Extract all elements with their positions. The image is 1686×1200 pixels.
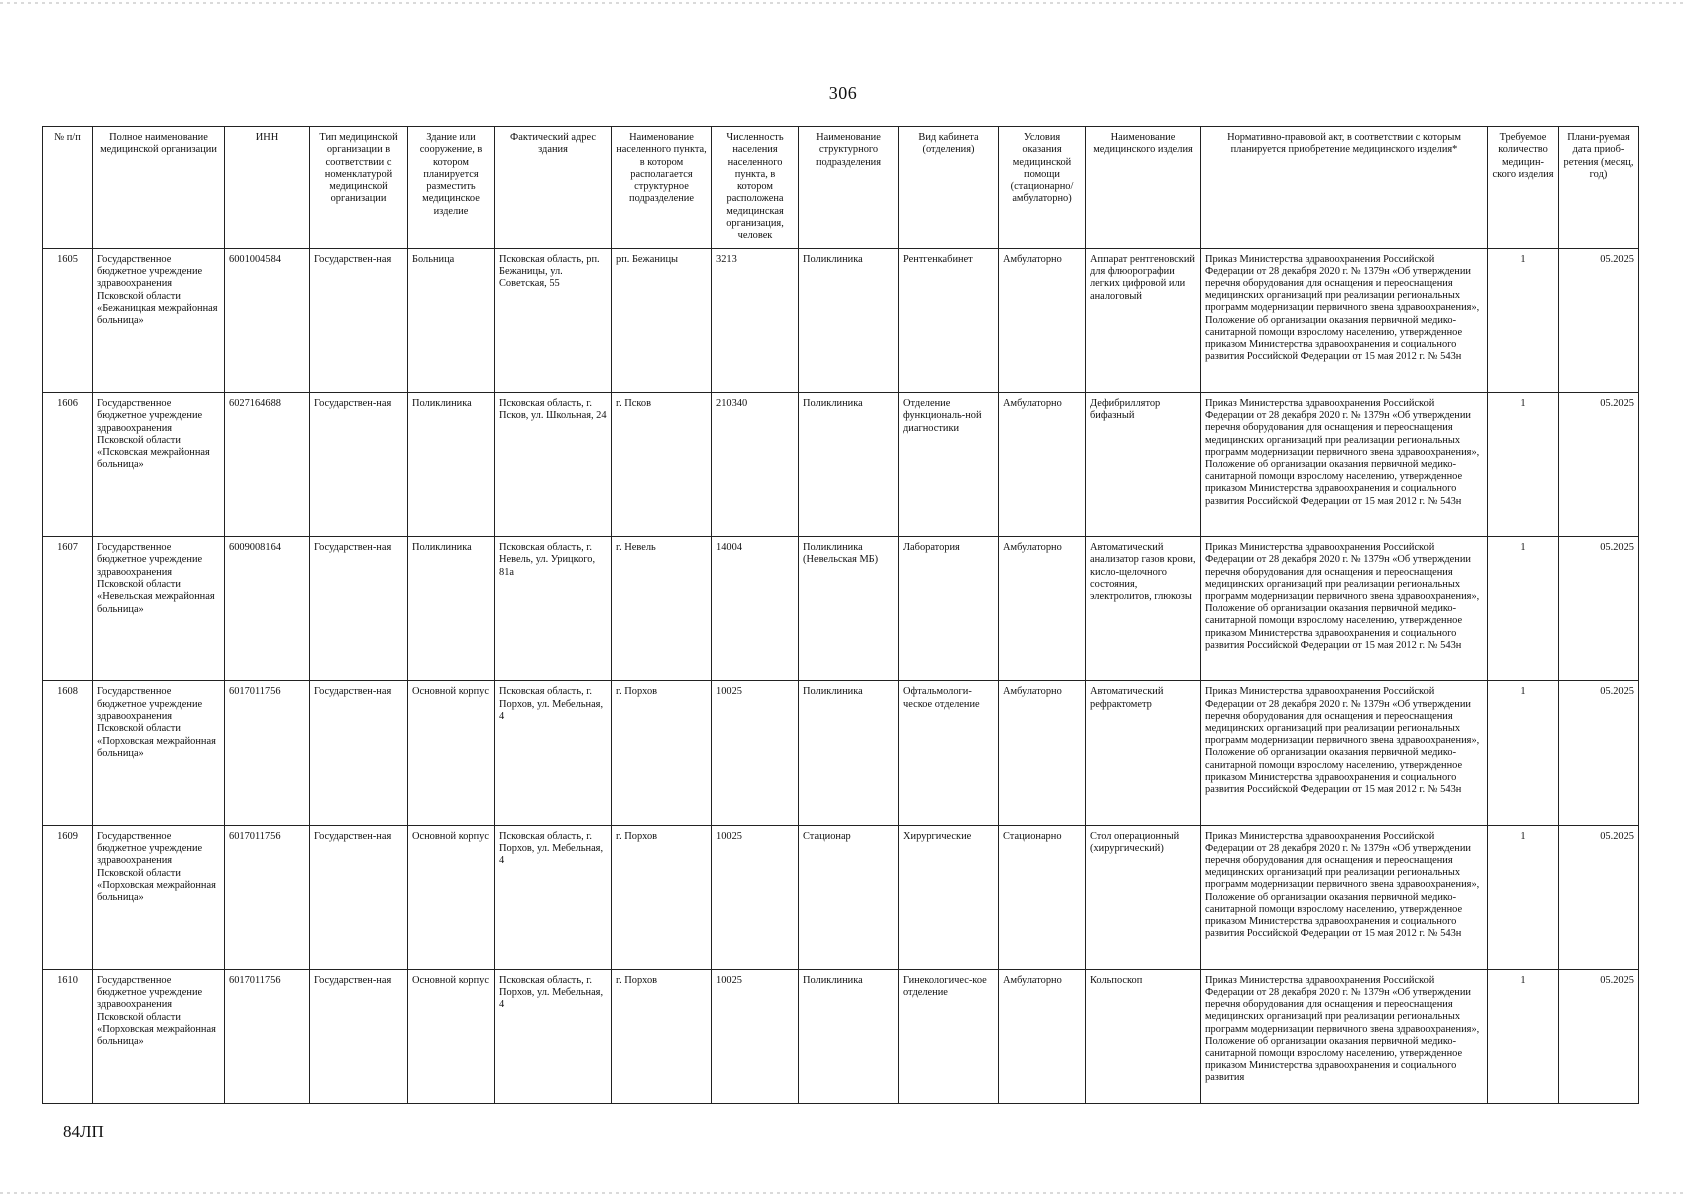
table-header-row xyxy=(43,127,1639,249)
cell-device: Стол операционный (хирургический) xyxy=(1086,825,1201,969)
cell-settlement: г. Порхов xyxy=(612,681,712,825)
cell-org-name: Государственное бюджетное учреждение здравоохранения Псковской области «Порховская межрайонная больница» xyxy=(93,969,225,1103)
scan-edge-bottom xyxy=(0,1192,1686,1194)
table-row xyxy=(43,537,1639,681)
cell-address: Псковская область, г. Невель, ул. Урицкого, 81а xyxy=(495,537,612,681)
cell-number: 1608 xyxy=(43,681,93,825)
cell-subdivision: Поликлиника xyxy=(799,681,899,825)
header-col-building: Здание или сооружение, в котором планируется разместить медицинское изделие xyxy=(408,127,495,249)
header-col-number: № п/п xyxy=(43,127,93,249)
cell-cabinet: Отделение функциональ-ной диагностики xyxy=(899,392,999,536)
cell-legal-act: Приказ Министерства здравоохранения Российской Федерации от 28 декабря 2020 г. № 1379н «Об утверждении перечня оборудования для оснащения и переоснащения медицинских организаций при реализации региональных программ модернизации первичного звена здравоохранения», Положение об организации оказания первичной медико-санитарной помощи взрослому населению, утвержденное приказом Министерства здравоохранения и социального развития Российской Федерации от 15 мая 2012 г. № 543н xyxy=(1201,392,1488,536)
cell-subdivision: Поликлиника xyxy=(799,969,899,1103)
cell-org-name: Государственное бюджетное учреждение здравоохранения Псковской области «Бежаницкая межрайонная больница» xyxy=(93,248,225,392)
cell-conditions: Амбулаторно xyxy=(999,537,1086,681)
cell-org-name: Государственное бюджетное учреждение здравоохранения Псковской области «Порховская межрайонная больница» xyxy=(93,825,225,969)
cell-purchase-date: 05.2025 xyxy=(1559,537,1639,681)
cell-population: 3213 xyxy=(712,248,799,392)
cell-building: Основной корпус xyxy=(408,969,495,1103)
cell-population: 10025 xyxy=(712,681,799,825)
cell-inn: 6017011756 xyxy=(225,969,310,1103)
cell-quantity: 1 xyxy=(1488,825,1559,969)
cell-legal-act: Приказ Министерства здравоохранения Российской Федерации от 28 декабря 2020 г. № 1379н «Об утверждении перечня оборудования для оснащения и переоснащения медицинских организаций при реализации региональных программ модернизации первичного звена здравоохранения», Положение об организации оказания первичной медико-санитарной помощи взрослому населению, утвержденное приказом Министерства здравоохранения и социального развития Российской Федерации от 15 мая 2012 г. № 543н xyxy=(1201,681,1488,825)
cell-purchase-date: 05.2025 xyxy=(1559,969,1639,1103)
cell-number: 1609 xyxy=(43,825,93,969)
cell-settlement: г. Невель xyxy=(612,537,712,681)
cell-inn: 6017011756 xyxy=(225,681,310,825)
table-row xyxy=(43,969,1639,1103)
cell-purchase-date: 05.2025 xyxy=(1559,825,1639,969)
table-row xyxy=(43,392,1639,536)
cell-org-type: Государствен-ная xyxy=(310,969,408,1103)
cell-population: 10025 xyxy=(712,825,799,969)
cell-settlement: г. Порхов xyxy=(612,969,712,1103)
cell-settlement: рп. Бежаницы xyxy=(612,248,712,392)
cell-inn: 6001004584 xyxy=(225,248,310,392)
cell-settlement: г. Порхов xyxy=(612,825,712,969)
cell-building: Больница xyxy=(408,248,495,392)
cell-org-type: Государствен-ная xyxy=(310,392,408,536)
cell-device: Кольпоскоп xyxy=(1086,969,1201,1103)
cell-purchase-date: 05.2025 xyxy=(1559,681,1639,825)
cell-subdivision: Поликлиника xyxy=(799,392,899,536)
table-body xyxy=(43,248,1639,1103)
header-col-legal-act: Нормативно-правовой акт, в соответствии с которым планируется приобретение медицинского изделия* xyxy=(1201,127,1488,249)
cell-quantity: 1 xyxy=(1488,248,1559,392)
cell-purchase-date: 05.2025 xyxy=(1559,248,1639,392)
cell-cabinet: Хирургические xyxy=(899,825,999,969)
header-col-purchase-date: Плани-руемая дата приоб-ретения (месяц, год) xyxy=(1559,127,1639,249)
cell-subdivision: Поликлиника xyxy=(799,248,899,392)
cell-inn: 6009008164 xyxy=(225,537,310,681)
cell-population: 10025 xyxy=(712,969,799,1103)
cell-building: Основной корпус xyxy=(408,825,495,969)
cell-conditions: Стационарно xyxy=(999,825,1086,969)
table-row xyxy=(43,681,1639,825)
cell-building: Поликлиника xyxy=(408,537,495,681)
cell-number: 1610 xyxy=(43,969,93,1103)
cell-address: Псковская область, г. Псков, ул. Школьная, 24 xyxy=(495,392,612,536)
cell-org-name: Государственное бюджетное учреждение здравоохранения Псковской области «Порховская межрайонная больница» xyxy=(93,681,225,825)
cell-building: Поликлиника xyxy=(408,392,495,536)
cell-org-name: Государственное бюджетное учреждение здравоохранения Псковской области «Псковская межрайонная больница» xyxy=(93,392,225,536)
cell-device: Аппарат рентгеновский для флюорографии легких цифровой или аналоговый xyxy=(1086,248,1201,392)
cell-address: Псковская область, г. Порхов, ул. Мебельная, 4 xyxy=(495,969,612,1103)
cell-cabinet: Офтальмологи-ческое отделение xyxy=(899,681,999,825)
cell-org-type: Государствен-ная xyxy=(310,681,408,825)
cell-device: Автоматический рефрактометр xyxy=(1086,681,1201,825)
cell-number: 1605 xyxy=(43,248,93,392)
equipment-table xyxy=(42,126,1639,1104)
cell-subdivision: Поликлиника (Невельская МБ) xyxy=(799,537,899,681)
header-col-subdivision: Наименование структурного подразделения xyxy=(799,127,899,249)
cell-quantity: 1 xyxy=(1488,681,1559,825)
cell-purchase-date: 05.2025 xyxy=(1559,392,1639,536)
cell-population: 210340 xyxy=(712,392,799,536)
cell-conditions: Амбулаторно xyxy=(999,248,1086,392)
cell-settlement: г. Псков xyxy=(612,392,712,536)
cell-legal-act: Приказ Министерства здравоохранения Российской Федерации от 28 декабря 2020 г. № 1379н «Об утверждении перечня оборудования для оснащения и переоснащения медицинских организаций при реализации региональных программ модернизации первичного звена здравоохранения», Положение об организации оказания первичной медико-санитарной помощи взрослому населению, утвержденное приказом Министерства здравоохранения и социального развития xyxy=(1201,969,1488,1103)
page-number: 306 xyxy=(828,83,858,103)
cell-org-name: Государственное бюджетное учреждение здравоохранения Псковской области «Невельская межрайонная больница» xyxy=(93,537,225,681)
cell-subdivision: Стационар xyxy=(799,825,899,969)
cell-cabinet: Гинекологичес-кое отделение xyxy=(899,969,999,1103)
header-col-device: Наименование медицинского изделия xyxy=(1086,127,1201,249)
cell-org-type: Государствен-ная xyxy=(310,825,408,969)
header-col-cabinet: Вид кабинета (отделения) xyxy=(899,127,999,249)
cell-conditions: Амбулаторно xyxy=(999,392,1086,536)
cell-conditions: Амбулаторно xyxy=(999,681,1086,825)
header-col-address: Фактический адрес здания xyxy=(495,127,612,249)
header-col-org-type: Тип медицинской организации в соответствии с номенклатурой медицинской организации xyxy=(310,127,408,249)
header-col-population: Численность населения населенного пункта, в котором расположена медицинская организация, человек xyxy=(712,127,799,249)
cell-org-type: Государствен-ная xyxy=(310,248,408,392)
cell-inn: 6027164688 xyxy=(225,392,310,536)
cell-org-type: Государствен-ная xyxy=(310,537,408,681)
header-col-settlement: Наименование населенного пункта, в котором располагается структурное подразделение xyxy=(612,127,712,249)
cell-cabinet: Рентгенкабинет xyxy=(899,248,999,392)
table-row xyxy=(43,825,1639,969)
cell-quantity: 1 xyxy=(1488,392,1559,536)
cell-quantity: 1 xyxy=(1488,969,1559,1103)
cell-legal-act: Приказ Министерства здравоохранения Российской Федерации от 28 декабря 2020 г. № 1379н «Об утверждении перечня оборудования для оснащения и переоснащения медицинских организаций при реализации региональных программ модернизации первичного звена здравоохранения», Положение об организации оказания первичной медико-санитарной помощи взрослому населению, утвержденное приказом Министерства здравоохранения и социального развития Российской Федерации от 15 мая 2012 г. № 543н xyxy=(1201,248,1488,392)
footer-code: 84ЛП xyxy=(63,1122,104,1141)
header-col-conditions: Условия оказания медицинской помощи (стационарно/ амбулаторно) xyxy=(999,127,1086,249)
cell-quantity: 1 xyxy=(1488,537,1559,681)
cell-address: Псковская область, рп. Бежаницы, ул. Советская, 55 xyxy=(495,248,612,392)
cell-cabinet: Лаборатория xyxy=(899,537,999,681)
scan-edge-top xyxy=(0,2,1686,4)
cell-conditions: Амбулаторно xyxy=(999,969,1086,1103)
cell-number: 1606 xyxy=(43,392,93,536)
cell-address: Псковская область, г. Порхов, ул. Мебельная, 4 xyxy=(495,681,612,825)
cell-building: Основной корпус xyxy=(408,681,495,825)
cell-device: Дефибриллятор бифазный xyxy=(1086,392,1201,536)
cell-population: 14004 xyxy=(712,537,799,681)
cell-device: Автоматический анализатор газов крови, кисло-щелочного состояния, электролитов, глюкозы xyxy=(1086,537,1201,681)
cell-number: 1607 xyxy=(43,537,93,681)
cell-legal-act: Приказ Министерства здравоохранения Российской Федерации от 28 декабря 2020 г. № 1379н «Об утверждении перечня оборудования для оснащения и переоснащения медицинских организаций при реализации региональных программ модернизации первичного звена здравоохранения», Положение об организации оказания первичной медико-санитарной помощи взрослому населению, утвержденное приказом Министерства здравоохранения и социального развития Российской Федерации от 15 мая 2012 г. № 543н xyxy=(1201,537,1488,681)
table-row xyxy=(43,248,1639,392)
cell-legal-act: Приказ Министерства здравоохранения Российской Федерации от 28 декабря 2020 г. № 1379н «Об утверждении перечня оборудования для оснащения и переоснащения медицинских организаций при реализации региональных программ модернизации первичного звена здравоохранения», Положение об организации оказания первичной медико-санитарной помощи взрослому населению, утвержденное приказом Министерства здравоохранения и социального развития Российской Федерации от 15 мая 2012 г. № 543н xyxy=(1201,825,1488,969)
header-col-quantity: Требуемое количество медицин-ского изделия xyxy=(1488,127,1559,249)
cell-inn: 6017011756 xyxy=(225,825,310,969)
cell-address: Псковская область, г. Порхов, ул. Мебельная, 4 xyxy=(495,825,612,969)
header-col-inn: ИНН xyxy=(225,127,310,249)
header-col-org-name: Полное наименование медицинской организации xyxy=(93,127,225,249)
